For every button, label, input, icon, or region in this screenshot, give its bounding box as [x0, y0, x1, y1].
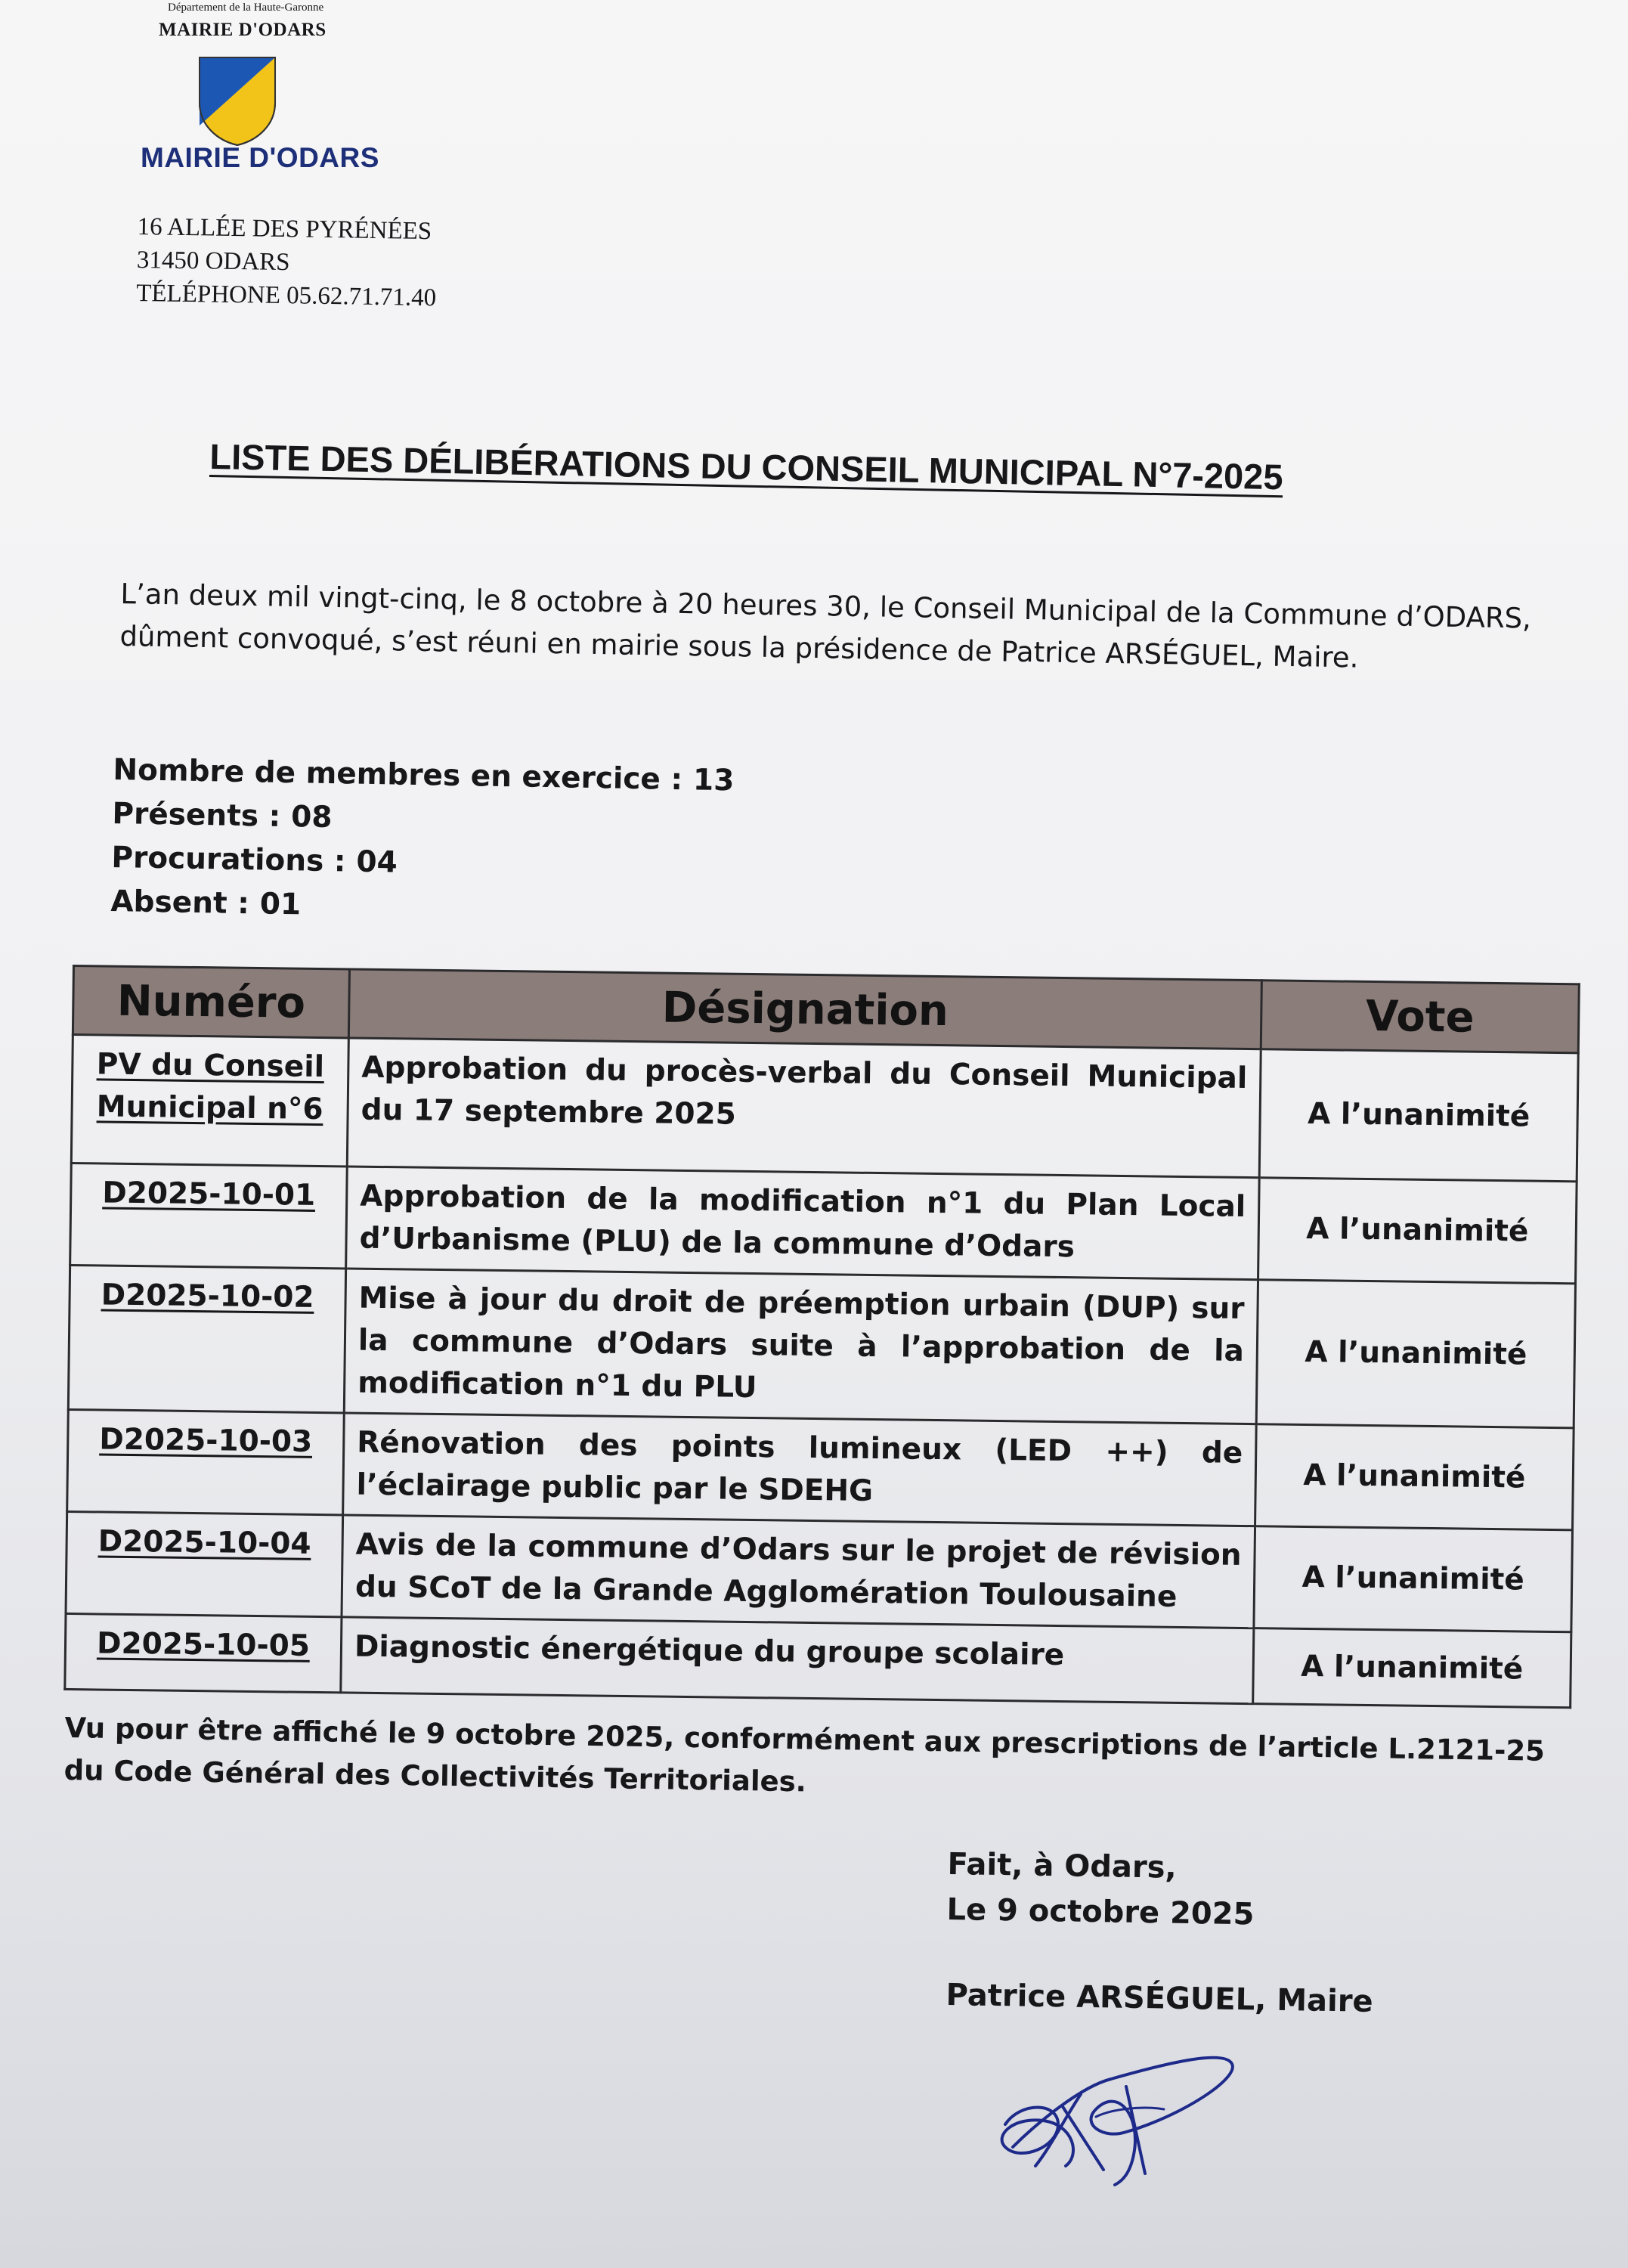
present-label: Présents : [112, 796, 281, 834]
table-row [66, 1511, 1573, 1631]
closing-block [946, 1842, 1255, 1937]
row-designation: Approbation de la modification n°1 du Plan Local d’Urbanisme (PLU) de la commune d’Odars [346, 1167, 1260, 1280]
members-summary [110, 748, 735, 934]
deliberations-table [63, 965, 1580, 1709]
posting-notice: Vu pour être affiché le 9 octobre 2025, conformément aux prescriptions de l’article L.2121-25 du Code Général des Collectivités Territoriales. [63, 1711, 1546, 1799]
deliberations-table-wrapper [63, 965, 1580, 1709]
row-vote: A l’unanimité [1259, 1049, 1578, 1182]
proxies-value: 04 [356, 844, 398, 880]
header-designation: Désignation [348, 969, 1261, 1049]
table-row [68, 1265, 1575, 1427]
table-row [70, 1163, 1577, 1283]
intro-paragraph: L’an deux mil vingt-cinq, le 8 octobre à 20 heures 30, le Conseil Municipal de la Commune d’ODARS, dûment convoqué, s’est réuni en mairie sous la présidence de Patrice ARSÉGUEL, Maire. [119, 577, 1532, 674]
mairie-heading: MAIRIE D'ODARS [159, 20, 327, 40]
row-designation: Avis de la commune d’Odars sur le projet de révision du SCoT de la Grande Agglomération Toulousaine [342, 1515, 1255, 1628]
address-phone: TÉLÉPHONE 05.62.71.71.40 [135, 279, 437, 312]
address-block [136, 210, 438, 314]
row-numero: D2025-10-03 [67, 1409, 345, 1514]
present-value: 08 [290, 800, 333, 835]
members-label: Nombre de membres en exercice : [113, 752, 683, 798]
absent-label: Absent : [110, 884, 250, 922]
row-designation: Approbation du procès-verbal du Conseil Municipal du 17 septembre 2025 [347, 1038, 1261, 1178]
signer-name: Patrice ARSÉGUEL, Maire [946, 1978, 1373, 2019]
closing-place: Fait, à Odars, [947, 1846, 1178, 1885]
row-numero: PV du Conseil Municipal n°6 [71, 1035, 348, 1167]
row-vote: A l’unanimité [1255, 1424, 1574, 1530]
row-designation: Diagnostic énergétique du groupe scolaire [341, 1617, 1254, 1704]
mairie-logo-text: MAIRIE D'ODARS [141, 142, 379, 173]
table-row [67, 1409, 1574, 1529]
department-line: Département de la Haute-Garonne [168, 2, 324, 14]
address-city: 31450 ODARS [136, 246, 290, 277]
table-row [71, 1035, 1578, 1182]
document-title: LISTE DES DÉLIBÉRATIONS DU CONSEIL MUNICIPAL N°7-2025 [209, 435, 1284, 497]
header-vote: Vote [1261, 981, 1579, 1053]
coat-of-arms-icon [198, 56, 277, 147]
address-street: 16 ALLÉE DES PYRÉNÉES [137, 212, 432, 246]
row-vote: A l’unanimité [1254, 1526, 1573, 1632]
closing-date: Le 9 octobre 2025 [946, 1892, 1255, 1932]
row-designation: Mise à jour du droit de préemption urbain (DUP) sur la commune d’Odars suite à l’approbation de la modification n°1 du PLU [344, 1269, 1258, 1424]
row-vote: A l’unanimité [1253, 1628, 1571, 1708]
proxies-label: Procurations : [111, 840, 346, 879]
row-vote: A l’unanimité [1256, 1280, 1575, 1428]
row-numero: D2025-10-01 [70, 1163, 348, 1268]
row-numero: D2025-10-05 [65, 1613, 342, 1692]
row-designation: Rénovation des points lumineux (LED ++) de l’éclairage public par le SDEHG [343, 1413, 1257, 1526]
handwritten-signature-icon [990, 2034, 1240, 2192]
row-numero: D2025-10-04 [66, 1511, 343, 1616]
members-value: 13 [692, 763, 735, 798]
row-vote: A l’unanimité [1258, 1178, 1577, 1284]
absent-value: 01 [259, 887, 302, 922]
row-numero: D2025-10-02 [68, 1265, 345, 1412]
header-numero: Numéro [73, 966, 349, 1038]
